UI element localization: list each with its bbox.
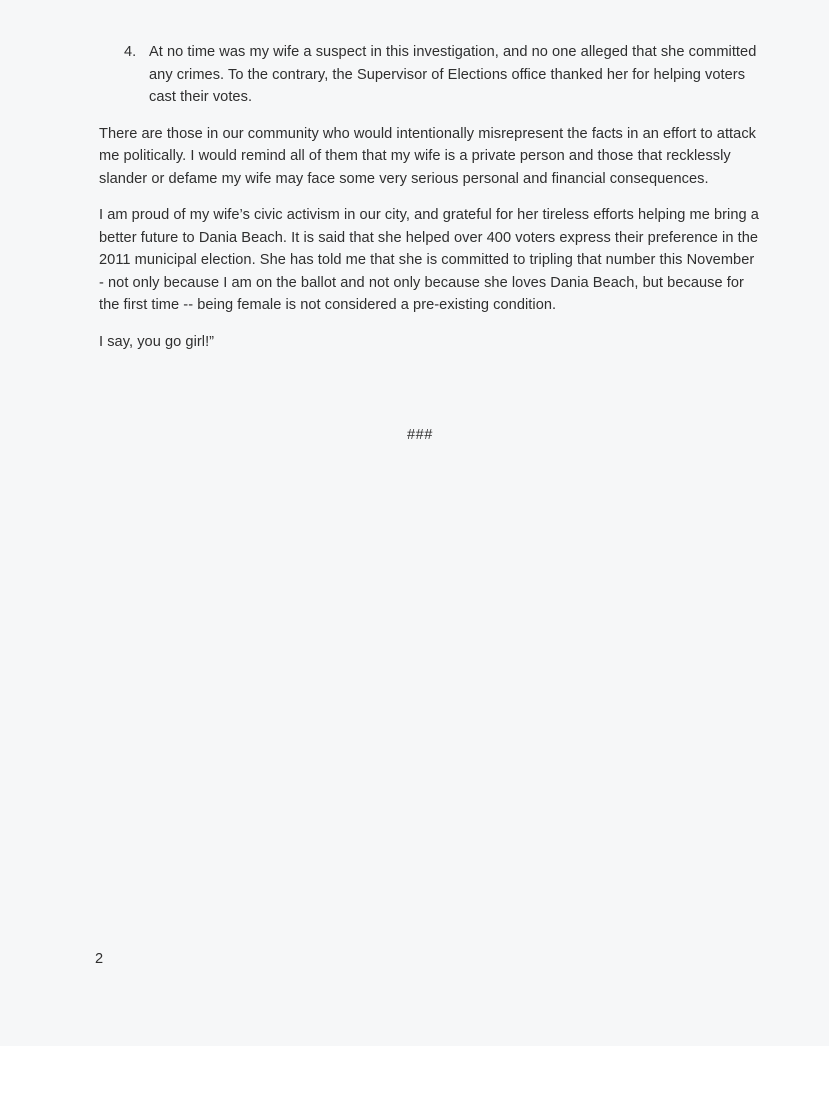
scan-margin bbox=[0, 1046, 829, 1108]
page-number: 2 bbox=[95, 951, 104, 967]
document-body bbox=[99, 41, 759, 367]
item-text: At no time was my wife a suspect in this investigation, and no one alleged that she committed any crimes. To the contrary, the Supervisor of Elections office thanked her for helping voters cast their votes. bbox=[149, 44, 757, 105]
item-number: 4. bbox=[124, 44, 137, 60]
end-mark: ### bbox=[407, 427, 433, 443]
paragraph-civic-activism: I am proud of my wife’s civic activism in our city, and grateful for her tireless efforts helping me bring a better future to Dania Beach. It is said that she helped over 400 voters express their preference in the 2011 municipal election. She has told me that she is committed to tripling that number this November - not only because I am on the ballot and not only because she loves Dania Beach, but because for the first time -- being female is not considered a pre-existing condition. bbox=[99, 207, 759, 313]
numbered-item bbox=[99, 41, 759, 109]
paragraph-closing-quote: I say, you go girl!” bbox=[99, 333, 215, 350]
paragraph-misrepresentation: There are those in our community who would intentionally misrepresent the facts in an effort to attack me politically. I would remind all of them that my wife is a private person and those that recklessly slander or defame my wife may face some very serious personal and financial consequences. bbox=[99, 125, 757, 187]
